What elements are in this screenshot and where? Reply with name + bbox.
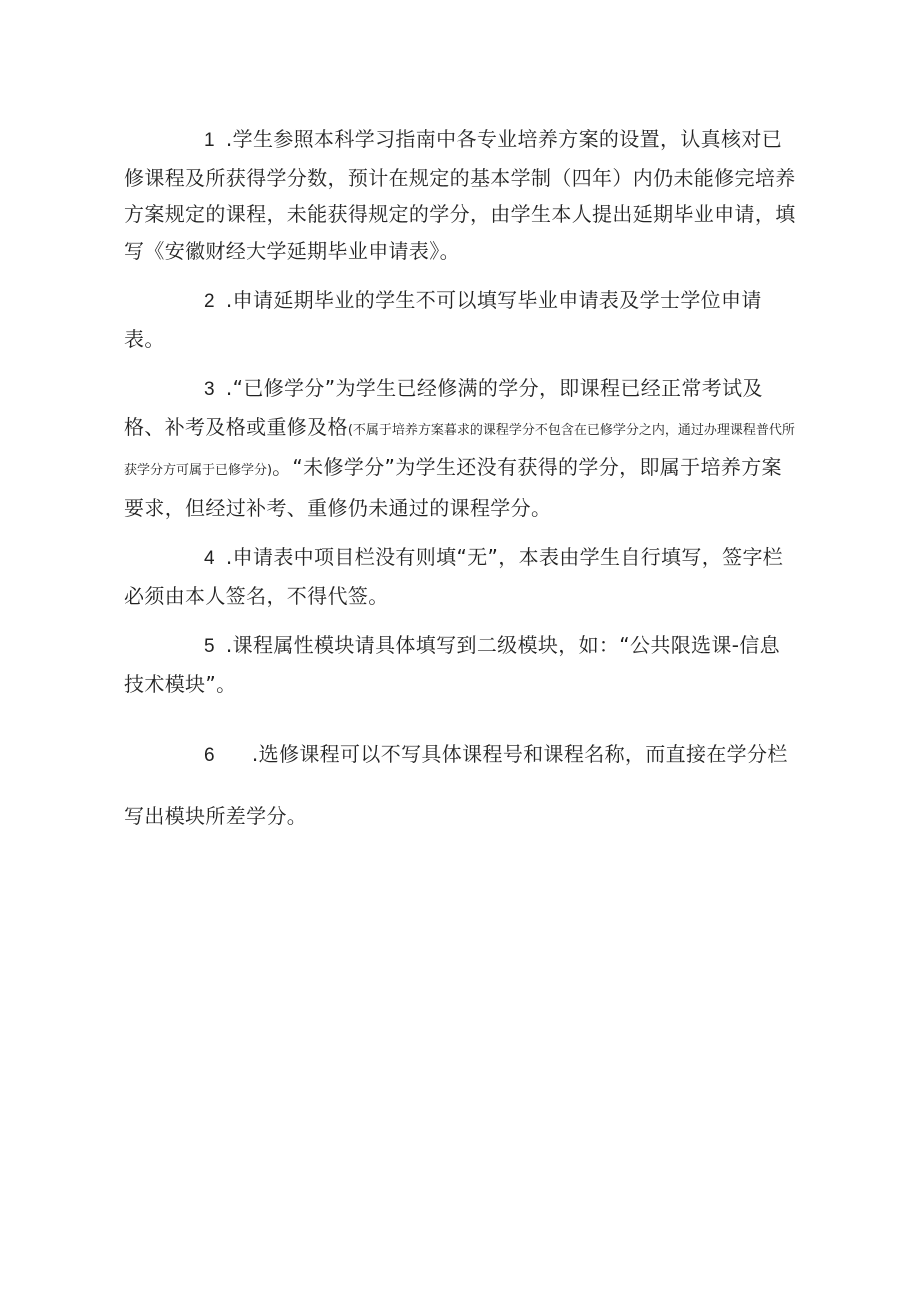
instruction-item-4: [124, 539, 799, 614]
item-number: 2: [204, 291, 215, 312]
item-note: (不属于培养方案暮求的课程学分不包含在已修学分之内，通过办理课程普代所获学分方可属于已修学分): [124, 422, 795, 478]
item-number: 6: [204, 745, 215, 766]
item-number: 1: [204, 130, 215, 151]
instruction-item-6: [124, 724, 799, 846]
item-text: .申请延期毕业的学生不可以填写毕业申请表及学士学位申请表。: [124, 288, 762, 351]
item-text: .选修课程可以不写具体课程号和课程名称，而直接在学分栏写出模块所差学分。: [124, 742, 788, 828]
instruction-item-2: [124, 282, 799, 357]
item-number: 4: [204, 548, 215, 569]
item-text: .课程属性模块请具体填写到二级模块，如：“公共限选课-信息技术模块”。: [124, 633, 781, 696]
item-number: 3: [204, 379, 215, 400]
item-text-continued: 。“未修学分”为学生还没有获得的学分，即属于培养方案要求，但经过补考、重修仍未通过的课程学分。: [124, 455, 782, 520]
item-text: .“已修学分”为学生已经修满的学分，即课程已经正常考试及格、补考及格或重修及格: [124, 376, 763, 439]
instructions-body: [124, 121, 799, 846]
instruction-item-5: [124, 627, 799, 702]
item-text: .申请表中项目栏没有则填“无”，本表由学生自行填写，签字栏必须由本人签名，不得代签。: [124, 545, 784, 608]
instruction-item-3: [124, 370, 799, 526]
item-text: .学生参照本科学习指南中各专业培养方案的设置，认真核对已修课程及所获得学分数，预计在规定的基本学制（四年）内仍未能修完培养方案规定的课程，未能获得规定的学分，由学生本人提出延期毕业申请，填写《安徽财经大学延期毕业申请表》。: [124, 127, 796, 263]
item-number: 5: [204, 636, 215, 657]
instruction-item-1: [124, 121, 799, 269]
